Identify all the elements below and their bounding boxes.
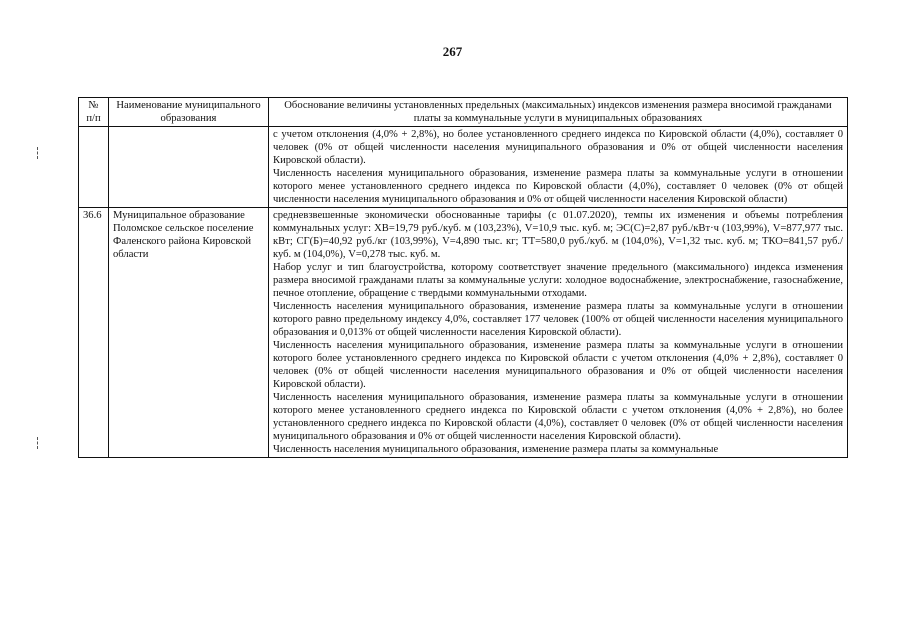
header-text: Обоснование величины установленных предельных (максимальных) индексов изменения размера вносимой гражданами платы за коммунальные услуги в муниципальных образованиях <box>269 98 848 127</box>
row-text <box>269 127 848 208</box>
justification-table <box>78 97 848 458</box>
row-num-empty <box>79 127 109 208</box>
row-name: Муниципальное образование Поломское сельское поселение Фаленского района Кировской области <box>109 208 269 458</box>
header-name: Наименование муниципального образования <box>109 98 269 127</box>
paragraph: Численность населения муниципального образования, изменение размера платы за коммунальные услуги в отношении которого равно предельному индексу 4,0%, составляет 177 человек (100% от общей численности населения муниципального образования и 0,013% от общей численности населения Кировской области). <box>273 301 843 338</box>
paragraph: Численность населения муниципального образования, изменение размера платы за коммунальные услуги в отношении которого более установленного среднего индекса по Кировской области с учетом отклонения (4,0% + 2,8%), составляет 0 человек (0% от общей численности населения муниципального образования и 0% от общей численности населения Кировской области). <box>273 340 843 390</box>
row-num: 36.6 <box>79 208 109 458</box>
paragraph: Численность населения муниципального образования, изменение размера платы за коммунальные услуги в отношении которого менее установленного среднего индекса по Кировской области с учетом отклонения (4,0% + 2,8%), но более установленного среднего индекса по Кировской области (4,0%), составляет 0 человек (0% от общей численности населения муниципального образования и 0% от общей численности населения Кировской области). <box>273 392 843 442</box>
paragraph: Набор услуг и тип благоустройства, которому соответствует значение предельного (максимального) индекса изменения размера вносимой гражданами платы за коммунальные услуги: холодное водоснабжение, электроснабжение, газоснабжение, печное отопление, обращение с твердыми коммунальными отходами. <box>273 262 843 299</box>
row-text <box>269 208 848 458</box>
table-row <box>79 127 848 208</box>
paragraph: Численность населения муниципального образования, изменение размера платы за коммунальные услуги в отношении которого менее установленного среднего индекса по Кировской области (4,0%), составляет 0 человек (0% от общей численности населения муниципального образования и 0% от общей численности населения Кировской области) <box>273 168 843 205</box>
margin-mark-top <box>37 147 39 159</box>
paragraph: Численность населения муниципального образования, изменение размера платы за коммунальные <box>273 444 719 455</box>
table-row <box>79 208 848 458</box>
page-number: 267 <box>442 44 463 59</box>
paragraph: средневзвешенные экономически обоснованные тарифы (с 01.07.2020), темпы их изменения и объемы потребления коммунальных услуг: ХВ=19,79 руб./куб. м (103,23%), V=10,9 тыс. куб. м; ЭС(С)=2,87 руб./кВт·ч (103,99%), V=877,977 тыс. кВт; СГ(Б)=40,92 руб./кг (103,99%), V=4,890 тыс. кг; ТТ=580,0 руб./куб. м (104,0%), V=1,32 тыс. куб. м; ТКО=841,57 руб./куб. м (104,0%), V=0,278 тыс. куб. м. <box>273 210 843 260</box>
table-header-row <box>79 98 848 127</box>
margin-mark-bottom <box>37 437 39 449</box>
paragraph: с учетом отклонения (4,0% + 2,8%), но более установленного среднего индекса по Кировской области (4,0%), составляет 0 человек (0% от общей численности населения муниципального образования и 0% от общей численности населения Кировской области). <box>273 129 843 166</box>
row-name-empty <box>109 127 269 208</box>
header-num: № п/п <box>79 98 109 127</box>
